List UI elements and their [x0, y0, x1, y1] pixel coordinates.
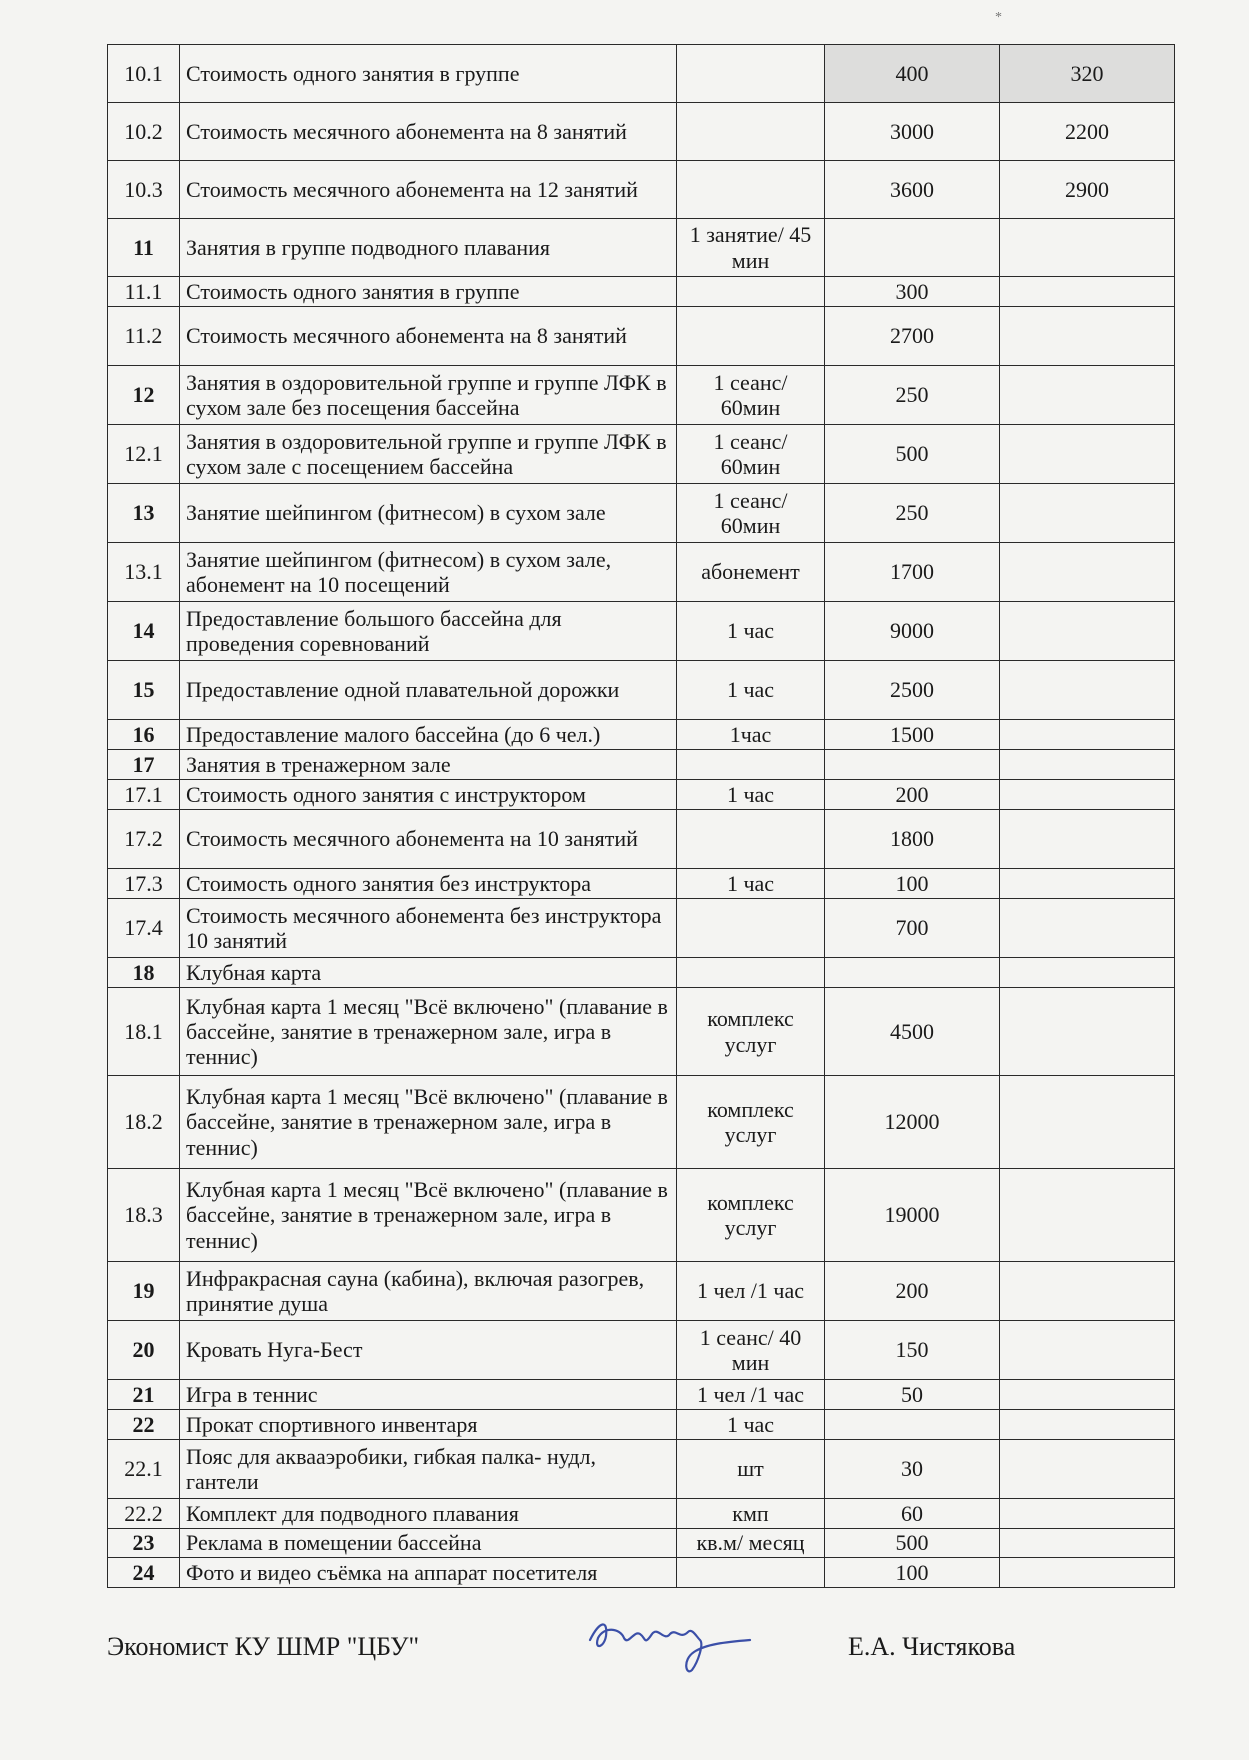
unit-cell: [677, 277, 825, 307]
price-cell: 19000: [825, 1169, 1000, 1262]
unit-cell: 1 час: [677, 780, 825, 810]
table-row: [108, 750, 1175, 780]
service-name-cell: Реклама в помещении бассейна: [180, 1529, 677, 1558]
price-cell: 60: [825, 1499, 1000, 1529]
row-number-cell: 19: [108, 1262, 180, 1321]
price-reduced-cell: [1000, 661, 1175, 720]
price-reduced-cell: [1000, 543, 1175, 602]
unit-cell: 1 занятие/ 45 мин: [677, 219, 825, 277]
row-number-cell: 13.1: [108, 543, 180, 602]
service-name-cell: Кровать Нуга-Бест: [180, 1321, 677, 1380]
table-row: [108, 277, 1175, 307]
unit-cell: комплекс услуг: [677, 1169, 825, 1262]
price-reduced-cell: [1000, 899, 1175, 958]
page-dot: *: [995, 10, 1002, 25]
price-reduced-cell: [1000, 425, 1175, 484]
row-number-cell: 13: [108, 484, 180, 543]
price-cell: 100: [825, 869, 1000, 899]
service-name-cell: Предоставление малого бассейна (до 6 чел.): [180, 720, 677, 750]
service-name-cell: Клубная карта 1 месяц "Всё включено" (плавание в бассейне, занятие в тренажерном зале, игра в теннис): [180, 1076, 677, 1169]
price-reduced-cell: [1000, 1499, 1175, 1529]
service-name-cell: Клубная карта 1 месяц "Всё включено" (плавание в бассейне, занятие в тренажерном зале, игра в теннис): [180, 988, 677, 1076]
row-number-cell: 17.4: [108, 899, 180, 958]
price-reduced-cell: 320: [1000, 45, 1175, 103]
unit-cell: [677, 810, 825, 869]
row-number-cell: 10.2: [108, 103, 180, 161]
price-cell: 1800: [825, 810, 1000, 869]
price-reduced-cell: [1000, 1076, 1175, 1169]
price-cell: 250: [825, 484, 1000, 543]
service-name-cell: Занятия в группе подводного плавания: [180, 219, 677, 277]
row-number-cell: 17.1: [108, 780, 180, 810]
service-name-cell: Занятия в оздоровительной группе и группе ЛФК в сухом зале без посещения бассейна: [180, 366, 677, 425]
price-cell: 100: [825, 1558, 1000, 1588]
price-cell: 500: [825, 425, 1000, 484]
unit-cell: 1 час: [677, 1410, 825, 1440]
unit-cell: [677, 899, 825, 958]
unit-cell: 1 сеанс/ 60мин: [677, 425, 825, 484]
table-row: [108, 958, 1175, 988]
price-reduced-cell: [1000, 1262, 1175, 1321]
service-name-cell: Стоимость месячного абонемента без инструктора 10 занятий: [180, 899, 677, 958]
service-name-cell: Прокат спортивного инвентаря: [180, 1410, 677, 1440]
unit-cell: 1 чел /1 час: [677, 1262, 825, 1321]
unit-cell: 1 час: [677, 869, 825, 899]
footer-name: Е.А. Чистякова: [848, 1632, 1016, 1661]
row-number-cell: 18.1: [108, 988, 180, 1076]
price-reduced-cell: [1000, 1380, 1175, 1410]
service-name-cell: Пояс для аквааэробики, гибкая палка- нудл, гантели: [180, 1440, 677, 1499]
row-number-cell: 16: [108, 720, 180, 750]
unit-cell: [677, 958, 825, 988]
price-cell: 700: [825, 899, 1000, 958]
price-reduced-cell: [1000, 750, 1175, 780]
unit-cell: [677, 1558, 825, 1588]
price-reduced-cell: [1000, 366, 1175, 425]
price-cell: 250: [825, 366, 1000, 425]
table-row: [108, 161, 1175, 219]
table-row: [108, 1499, 1175, 1529]
price-reduced-cell: [1000, 1169, 1175, 1262]
price-cell: 200: [825, 1262, 1000, 1321]
price-reduced-cell: [1000, 780, 1175, 810]
service-name-cell: Занятие шейпингом (фитнесом) в сухом зале: [180, 484, 677, 543]
row-number-cell: 12: [108, 366, 180, 425]
price-cell: 3000: [825, 103, 1000, 161]
unit-cell: [677, 161, 825, 219]
price-reduced-cell: [1000, 1440, 1175, 1499]
table-row: [108, 1262, 1175, 1321]
price-cell: 1500: [825, 720, 1000, 750]
row-number-cell: 15: [108, 661, 180, 720]
row-number-cell: 11.2: [108, 307, 180, 366]
price-reduced-cell: 2900: [1000, 161, 1175, 219]
table-row: [108, 103, 1175, 161]
row-number-cell: 21: [108, 1380, 180, 1410]
unit-cell: комплекс услуг: [677, 1076, 825, 1169]
table-row: [108, 425, 1175, 484]
service-name-cell: Стоимость месячного абонемента на 12 занятий: [180, 161, 677, 219]
table-row: [108, 1440, 1175, 1499]
price-cell: [825, 1410, 1000, 1440]
price-cell: 300: [825, 277, 1000, 307]
row-number-cell: 17.3: [108, 869, 180, 899]
price-cell: 200: [825, 780, 1000, 810]
row-number-cell: 20: [108, 1321, 180, 1380]
row-number-cell: 18.2: [108, 1076, 180, 1169]
price-reduced-cell: [1000, 869, 1175, 899]
table-row: [108, 602, 1175, 661]
unit-cell: [677, 750, 825, 780]
table-row: [108, 780, 1175, 810]
unit-cell: комплекс услуг: [677, 988, 825, 1076]
price-reduced-cell: [1000, 219, 1175, 277]
service-name-cell: Игра в теннис: [180, 1380, 677, 1410]
unit-cell: [677, 103, 825, 161]
service-name-cell: Комплект для подводного плавания: [180, 1499, 677, 1529]
price-cell: 30: [825, 1440, 1000, 1499]
service-name-cell: Стоимость одного занятия с инструктором: [180, 780, 677, 810]
unit-cell: кмп: [677, 1499, 825, 1529]
footer-position: Экономист КУ ШМР "ЦБУ": [107, 1632, 420, 1661]
row-number-cell: 10.1: [108, 45, 180, 103]
signature-image: [580, 1600, 760, 1680]
row-number-cell: 11.1: [108, 277, 180, 307]
unit-cell: [677, 45, 825, 103]
price-table: [107, 44, 1175, 1588]
row-number-cell: 12.1: [108, 425, 180, 484]
price-reduced-cell: [1000, 484, 1175, 543]
price-reduced-cell: [1000, 1321, 1175, 1380]
unit-cell: кв.м/ месяц: [677, 1529, 825, 1558]
price-cell: 50: [825, 1380, 1000, 1410]
table-row: [108, 1321, 1175, 1380]
price-cell: 2500: [825, 661, 1000, 720]
service-name-cell: Предоставление одной плавательной дорожки: [180, 661, 677, 720]
table-row: [108, 1380, 1175, 1410]
price-reduced-cell: [1000, 1529, 1175, 1558]
table-row: [108, 366, 1175, 425]
unit-cell: 1 сеанс/ 60мин: [677, 366, 825, 425]
table-row: [108, 869, 1175, 899]
price-cell: 150: [825, 1321, 1000, 1380]
table-row: [108, 45, 1175, 103]
price-reduced-cell: 2200: [1000, 103, 1175, 161]
table-row: [108, 1529, 1175, 1558]
row-number-cell: 17.2: [108, 810, 180, 869]
service-name-cell: Стоимость одного занятия в группе: [180, 277, 677, 307]
price-cell: 1700: [825, 543, 1000, 602]
price-reduced-cell: [1000, 277, 1175, 307]
table-row: [108, 1169, 1175, 1262]
table-row: [108, 484, 1175, 543]
price-cell: [825, 750, 1000, 780]
unit-cell: 1 час: [677, 661, 825, 720]
price-reduced-cell: [1000, 958, 1175, 988]
row-number-cell: 18.3: [108, 1169, 180, 1262]
row-number-cell: 24: [108, 1558, 180, 1588]
table-row: [108, 219, 1175, 277]
price-table-body: [108, 45, 1175, 1588]
unit-cell: 1 час: [677, 602, 825, 661]
table-row: [108, 661, 1175, 720]
row-number-cell: 14: [108, 602, 180, 661]
service-name-cell: Стоимость месячного абонемента на 10 занятий: [180, 810, 677, 869]
service-name-cell: Стоимость месячного абонемента на 8 занятий: [180, 307, 677, 366]
service-name-cell: Занятия в тренажерном зале: [180, 750, 677, 780]
row-number-cell: 22.2: [108, 1499, 180, 1529]
unit-cell: 1час: [677, 720, 825, 750]
unit-cell: 1 сеанс/ 60мин: [677, 484, 825, 543]
service-name-cell: Клубная карта 1 месяц "Всё включено" (плавание в бассейне, занятие в тренажерном зале, игра в теннис): [180, 1169, 677, 1262]
table-row: [108, 307, 1175, 366]
row-number-cell: 17: [108, 750, 180, 780]
row-number-cell: 23: [108, 1529, 180, 1558]
row-number-cell: 11: [108, 219, 180, 277]
table-row: [108, 1410, 1175, 1440]
service-name-cell: Клубная карта: [180, 958, 677, 988]
row-number-cell: 18: [108, 958, 180, 988]
table-row: [108, 988, 1175, 1076]
service-name-cell: Стоимость месячного абонемента на 8 занятий: [180, 103, 677, 161]
price-reduced-cell: [1000, 1410, 1175, 1440]
price-reduced-cell: [1000, 988, 1175, 1076]
service-name-cell: Занятия в оздоровительной группе и группе ЛФК в сухом зале с посещением бассейна: [180, 425, 677, 484]
price-cell: 2700: [825, 307, 1000, 366]
service-name-cell: Стоимость одного занятия в группе: [180, 45, 677, 103]
price-reduced-cell: [1000, 307, 1175, 366]
price-cell: 500: [825, 1529, 1000, 1558]
price-cell: 9000: [825, 602, 1000, 661]
service-name-cell: Предоставление большого бассейна для проведения соревнований: [180, 602, 677, 661]
price-reduced-cell: [1000, 810, 1175, 869]
unit-cell: 1 сеанс/ 40 мин: [677, 1321, 825, 1380]
unit-cell: [677, 307, 825, 366]
service-name-cell: Занятие шейпингом (фитнесом) в сухом зале, абонемент на 10 посещений: [180, 543, 677, 602]
table-row: [108, 1558, 1175, 1588]
service-name-cell: Стоимость одного занятия без инструктора: [180, 869, 677, 899]
price-cell: 12000: [825, 1076, 1000, 1169]
table-row: [108, 810, 1175, 869]
price-reduced-cell: [1000, 602, 1175, 661]
price-cell: 400: [825, 45, 1000, 103]
unit-cell: абонемент: [677, 543, 825, 602]
row-number-cell: 22.1: [108, 1440, 180, 1499]
price-cell: [825, 958, 1000, 988]
unit-cell: шт: [677, 1440, 825, 1499]
table-row: [108, 543, 1175, 602]
table-row: [108, 1076, 1175, 1169]
price-cell: [825, 219, 1000, 277]
service-name-cell: Фото и видео съёмка на аппарат посетителя: [180, 1558, 677, 1588]
price-cell: 3600: [825, 161, 1000, 219]
service-name-cell: Инфракрасная сауна (кабина), включая разогрев, принятие душа: [180, 1262, 677, 1321]
row-number-cell: 10.3: [108, 161, 180, 219]
price-reduced-cell: [1000, 1558, 1175, 1588]
table-row: [108, 899, 1175, 958]
unit-cell: 1 чел /1 час: [677, 1380, 825, 1410]
table-row: [108, 720, 1175, 750]
price-cell: 4500: [825, 988, 1000, 1076]
price-reduced-cell: [1000, 720, 1175, 750]
row-number-cell: 22: [108, 1410, 180, 1440]
